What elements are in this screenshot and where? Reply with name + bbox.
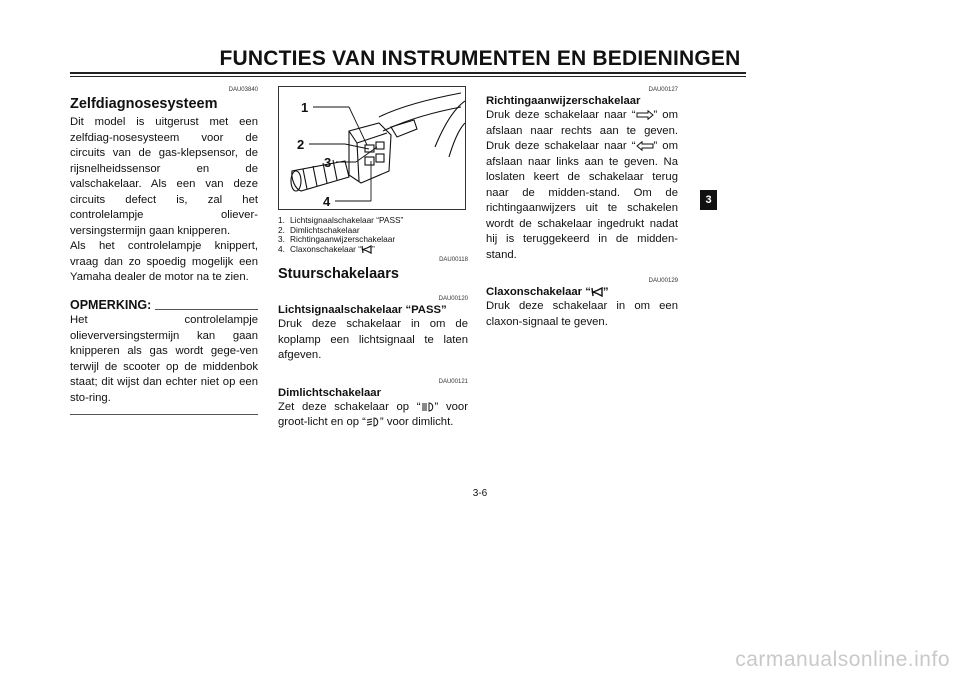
section-code: DAU00118 bbox=[439, 257, 468, 263]
paragraph: Zet deze schakelaar op “ ” voor groot-licht en op “ ” voor dimlicht. bbox=[278, 400, 468, 428]
turn-right-icon bbox=[636, 110, 654, 120]
note-rule bbox=[155, 309, 258, 310]
section-code: DAU00127 bbox=[648, 87, 678, 93]
note-end-rule bbox=[70, 414, 258, 415]
column-left bbox=[70, 86, 258, 415]
handlebar-illustration bbox=[279, 87, 465, 209]
high-beam-icon bbox=[421, 402, 435, 412]
page-number: 3-6 bbox=[472, 488, 488, 499]
caption-item: 2. Dimlichtschakelaar bbox=[278, 224, 360, 235]
paragraph: Druk deze schakelaar in om een claxon-signaal te geven. bbox=[486, 300, 678, 328]
note-heading bbox=[70, 298, 258, 314]
subsection-title: Richtingaanwijzerschakelaar bbox=[486, 95, 641, 107]
section-title: Stuurschakelaars bbox=[278, 266, 399, 282]
turn-left-icon bbox=[636, 141, 654, 151]
note-text: Het controlelampje olieverversingstermijn kan gaan knipperen als gas wordt gege-ven terwijl de scooter op de middenbok staat; dit wijst dan echter niet op een sto-ring. bbox=[70, 314, 258, 404]
paragraph: Druk deze schakelaar naar “ ” om afslaan naar rechts aan te geven. Druk deze schakelaar naar “ ” om afslaan naar links aan te geven. Na loslaten keert de schakelaar terug naar de midden-stand. Om de richtingaanwijzers uit te schakelen wordt de schakelaar ingedrukt nadat hij is teruggekeerd in de midden-stand. bbox=[486, 109, 678, 261]
figure-label-1: 1 bbox=[301, 100, 309, 115]
subsection-title: Lichtsignaalschakelaar “PASS” bbox=[278, 304, 447, 316]
title-rule bbox=[70, 72, 746, 77]
caption-item: 1. Lichtsignaalschakelaar “PASS” bbox=[278, 215, 404, 225]
section-code: DAU03840 bbox=[228, 87, 258, 93]
paragraph: Dit model is uitgerust met een zelfdiag-nosesysteem voor de circuits van de gas-klepsensor, de rijsnelheidssensor en de valschakelaar. Als een van deze circuits defect is, zal het controlelampje oliever-versingstermijn gaan knipperen. bbox=[70, 116, 258, 237]
section-title: Zelfdiagnosesysteem bbox=[70, 96, 218, 112]
column-middle bbox=[278, 86, 468, 431]
horn-icon bbox=[361, 245, 372, 254]
figure-caption bbox=[278, 216, 468, 254]
section-code: DAU00120 bbox=[438, 296, 468, 302]
column-right bbox=[486, 86, 678, 330]
page-title: FUNCTIES VAN INSTRUMENTEN EN BEDIENINGEN bbox=[219, 47, 741, 70]
section-code: DAU00121 bbox=[438, 378, 468, 385]
caption-item: 4. Claxonschakelaar “ ” bbox=[278, 243, 375, 254]
subsection-title: Dimlichtschakelaar bbox=[278, 386, 381, 399]
figure-label-3: 3 bbox=[324, 155, 332, 170]
horn-icon bbox=[591, 287, 603, 297]
note-label: OPMERKING: bbox=[70, 297, 152, 312]
chapter-tab: 3 bbox=[700, 190, 717, 210]
handlebar-switch-figure bbox=[278, 86, 466, 210]
figure-label-2: 2 bbox=[297, 137, 305, 152]
section-code: DAU00129 bbox=[648, 278, 678, 284]
paragraph: Als het controlelampje knippert, vraag dan zo spoedig mogelijk een Yamaha dealer de motor na te zien. bbox=[70, 240, 258, 283]
figure-label-4: 4 bbox=[323, 194, 331, 209]
low-beam-icon bbox=[366, 417, 380, 427]
paragraph: Druk deze schakelaar in om de koplamp een lichtsignaal te laten afgeven. bbox=[278, 318, 468, 361]
caption-item: 3. Richtingaanwijzerschakelaar bbox=[278, 234, 396, 244]
watermark: carmanualsonline.info bbox=[735, 648, 950, 671]
subsection-title: Claxonschakelaar “ ” bbox=[486, 286, 609, 298]
